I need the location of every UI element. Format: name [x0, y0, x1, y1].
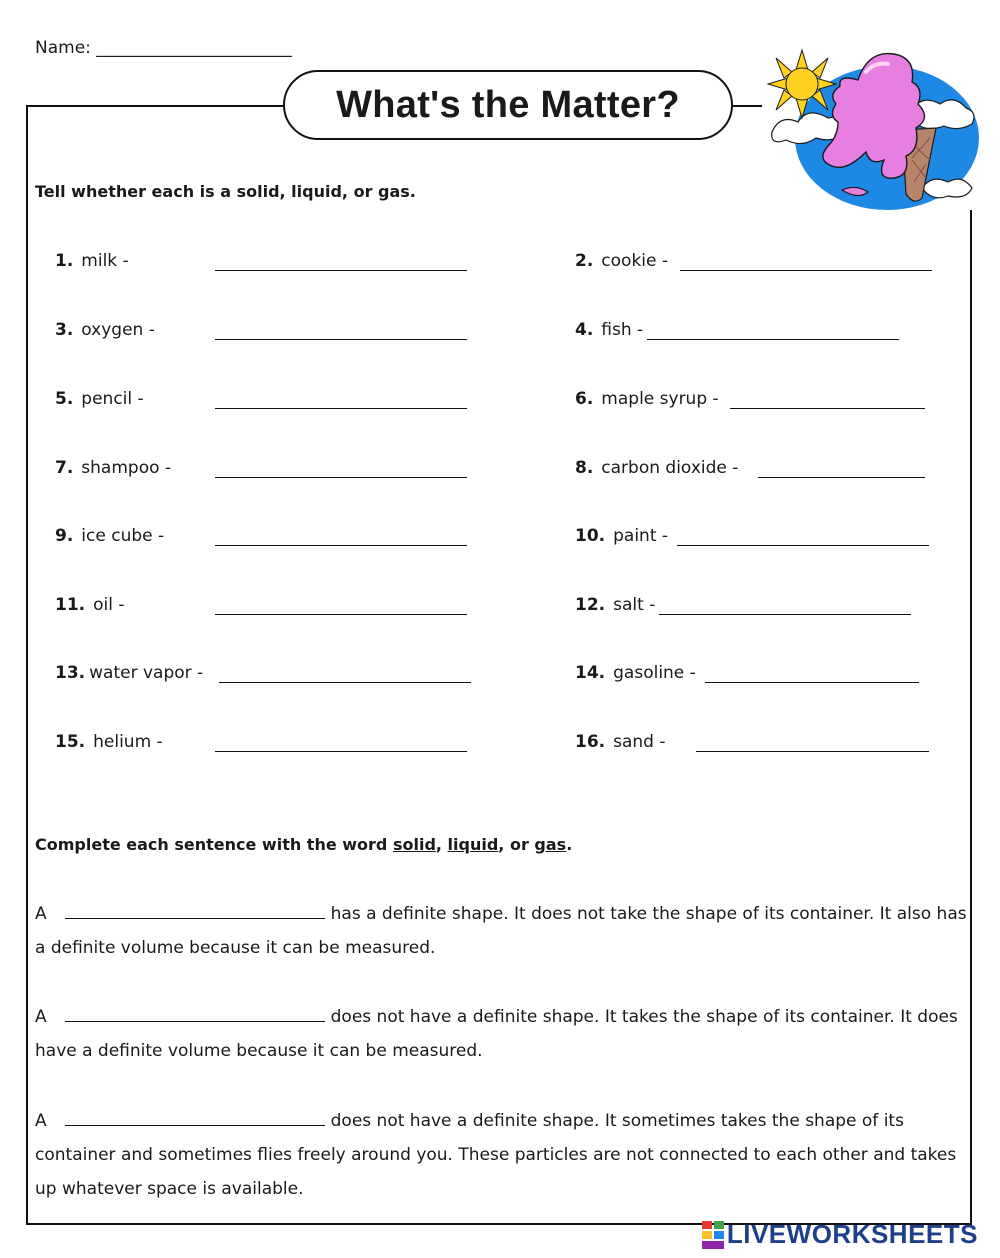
item-number: 13.	[55, 663, 86, 683]
item-number: 1.	[55, 251, 74, 271]
answer-blank-6[interactable]	[730, 408, 925, 409]
item-number: 2.	[575, 251, 594, 271]
list-item	[55, 595, 125, 615]
liveworksheets-badge-icon	[701, 1220, 727, 1250]
answer-blank-7[interactable]	[215, 477, 467, 478]
item-number: 9.	[55, 526, 74, 546]
word-solid: solid	[392, 835, 436, 854]
sentence-blank-3[interactable]	[65, 1107, 325, 1126]
item-word: gasoline -	[613, 663, 696, 683]
answer-blank-14[interactable]	[705, 682, 919, 683]
item-number: 16.	[575, 732, 606, 752]
list-item	[55, 663, 203, 683]
list-item	[575, 389, 719, 409]
answer-blank-5[interactable]	[215, 408, 467, 409]
item-word: helium -	[93, 732, 163, 752]
list-item	[55, 732, 163, 752]
word-gas: gas	[534, 835, 567, 854]
item-word: fish -	[601, 320, 644, 340]
separator: , or	[498, 835, 535, 854]
item-number: 3.	[55, 320, 74, 340]
sentence-text: has a definite shape. It does not take the shape of its container. It also has a definite volume because it can be measured.	[35, 904, 967, 958]
list-item	[575, 526, 668, 546]
item-word: shampoo -	[81, 458, 172, 478]
melting-ice-cream-icon	[762, 40, 984, 210]
item-word: oil -	[93, 595, 125, 615]
list-item	[575, 320, 643, 340]
list-item	[55, 526, 164, 546]
answer-blank-16[interactable]	[696, 751, 929, 752]
sentence-3	[35, 1104, 970, 1206]
sentence-article: A	[35, 1007, 47, 1027]
item-number: 12.	[575, 595, 606, 615]
item-number: 8.	[575, 458, 594, 478]
answer-blank-9[interactable]	[215, 545, 467, 546]
list-item	[55, 251, 129, 271]
item-word: cookie -	[601, 251, 669, 271]
brand-name: LIVEWORKSHEETS	[726, 1219, 978, 1249]
answer-blank-2[interactable]	[680, 270, 932, 271]
melting-ice-cream-illustration	[762, 40, 984, 210]
sentence-article: A	[35, 904, 47, 924]
list-item	[575, 663, 696, 683]
list-item	[575, 458, 738, 478]
list-item	[55, 389, 144, 409]
instruction-period: .	[566, 835, 573, 854]
answer-blank-11[interactable]	[215, 614, 467, 615]
list-item	[55, 320, 155, 340]
item-word: paint -	[613, 526, 669, 546]
title-banner	[283, 70, 733, 140]
item-word: ice cube -	[81, 526, 165, 546]
list-item	[575, 251, 668, 271]
item-number: 11.	[55, 595, 86, 615]
answer-blank-10[interactable]	[677, 545, 929, 546]
sentence-blank-1[interactable]	[65, 900, 325, 919]
answer-blank-13[interactable]	[219, 682, 471, 683]
item-number: 14.	[575, 663, 606, 683]
sentence-1	[35, 897, 970, 965]
item-word: oxygen -	[81, 320, 155, 340]
item-word: maple syrup -	[601, 389, 719, 409]
answer-blank-15[interactable]	[215, 751, 467, 752]
sentence-text: does not have a definite shape. It sometimes takes the shape of its container and sometimes flies freely around you. These particles are not connected to each other and takes up whatever space is available.	[35, 1111, 957, 1199]
item-word: carbon dioxide -	[601, 458, 739, 478]
answer-blank-3[interactable]	[215, 339, 467, 340]
answer-blank-4[interactable]	[647, 339, 899, 340]
section1-instruction: Tell whether each is a solid, liquid, or gas.	[35, 182, 416, 201]
item-word: milk -	[81, 251, 129, 271]
item-number: 15.	[55, 732, 86, 752]
name-field-label[interactable]: Name: _______________________	[35, 38, 292, 58]
item-word: water vapor -	[89, 663, 204, 683]
item-number: 4.	[575, 320, 594, 340]
item-number: 7.	[55, 458, 74, 478]
answer-blank-12[interactable]	[659, 614, 911, 615]
sentence-text: does not have a definite shape. It takes the shape of its container. It does have a definite volume because it can be measured.	[35, 1007, 958, 1061]
list-item	[575, 732, 666, 752]
section2-instruction	[35, 835, 572, 854]
answer-blank-8[interactable]	[758, 477, 925, 478]
item-word: salt -	[613, 595, 656, 615]
separator: ,	[435, 835, 448, 854]
item-word: sand -	[613, 732, 666, 752]
item-number: 6.	[575, 389, 594, 409]
sentence-2	[35, 1000, 970, 1068]
item-number: 5.	[55, 389, 74, 409]
item-word: pencil -	[81, 389, 144, 409]
page-title: What's the Matter?	[336, 83, 680, 126]
list-item	[575, 595, 655, 615]
instruction-text: Complete each sentence with the word	[35, 835, 393, 854]
answer-blank-1[interactable]	[215, 270, 467, 271]
sentence-blank-2[interactable]	[65, 1003, 325, 1022]
list-item	[55, 458, 171, 478]
word-liquid: liquid	[447, 835, 499, 854]
liveworksheets-logo[interactable]	[701, 1219, 978, 1250]
item-number: 10.	[575, 526, 606, 546]
sentence-article: A	[35, 1111, 47, 1131]
